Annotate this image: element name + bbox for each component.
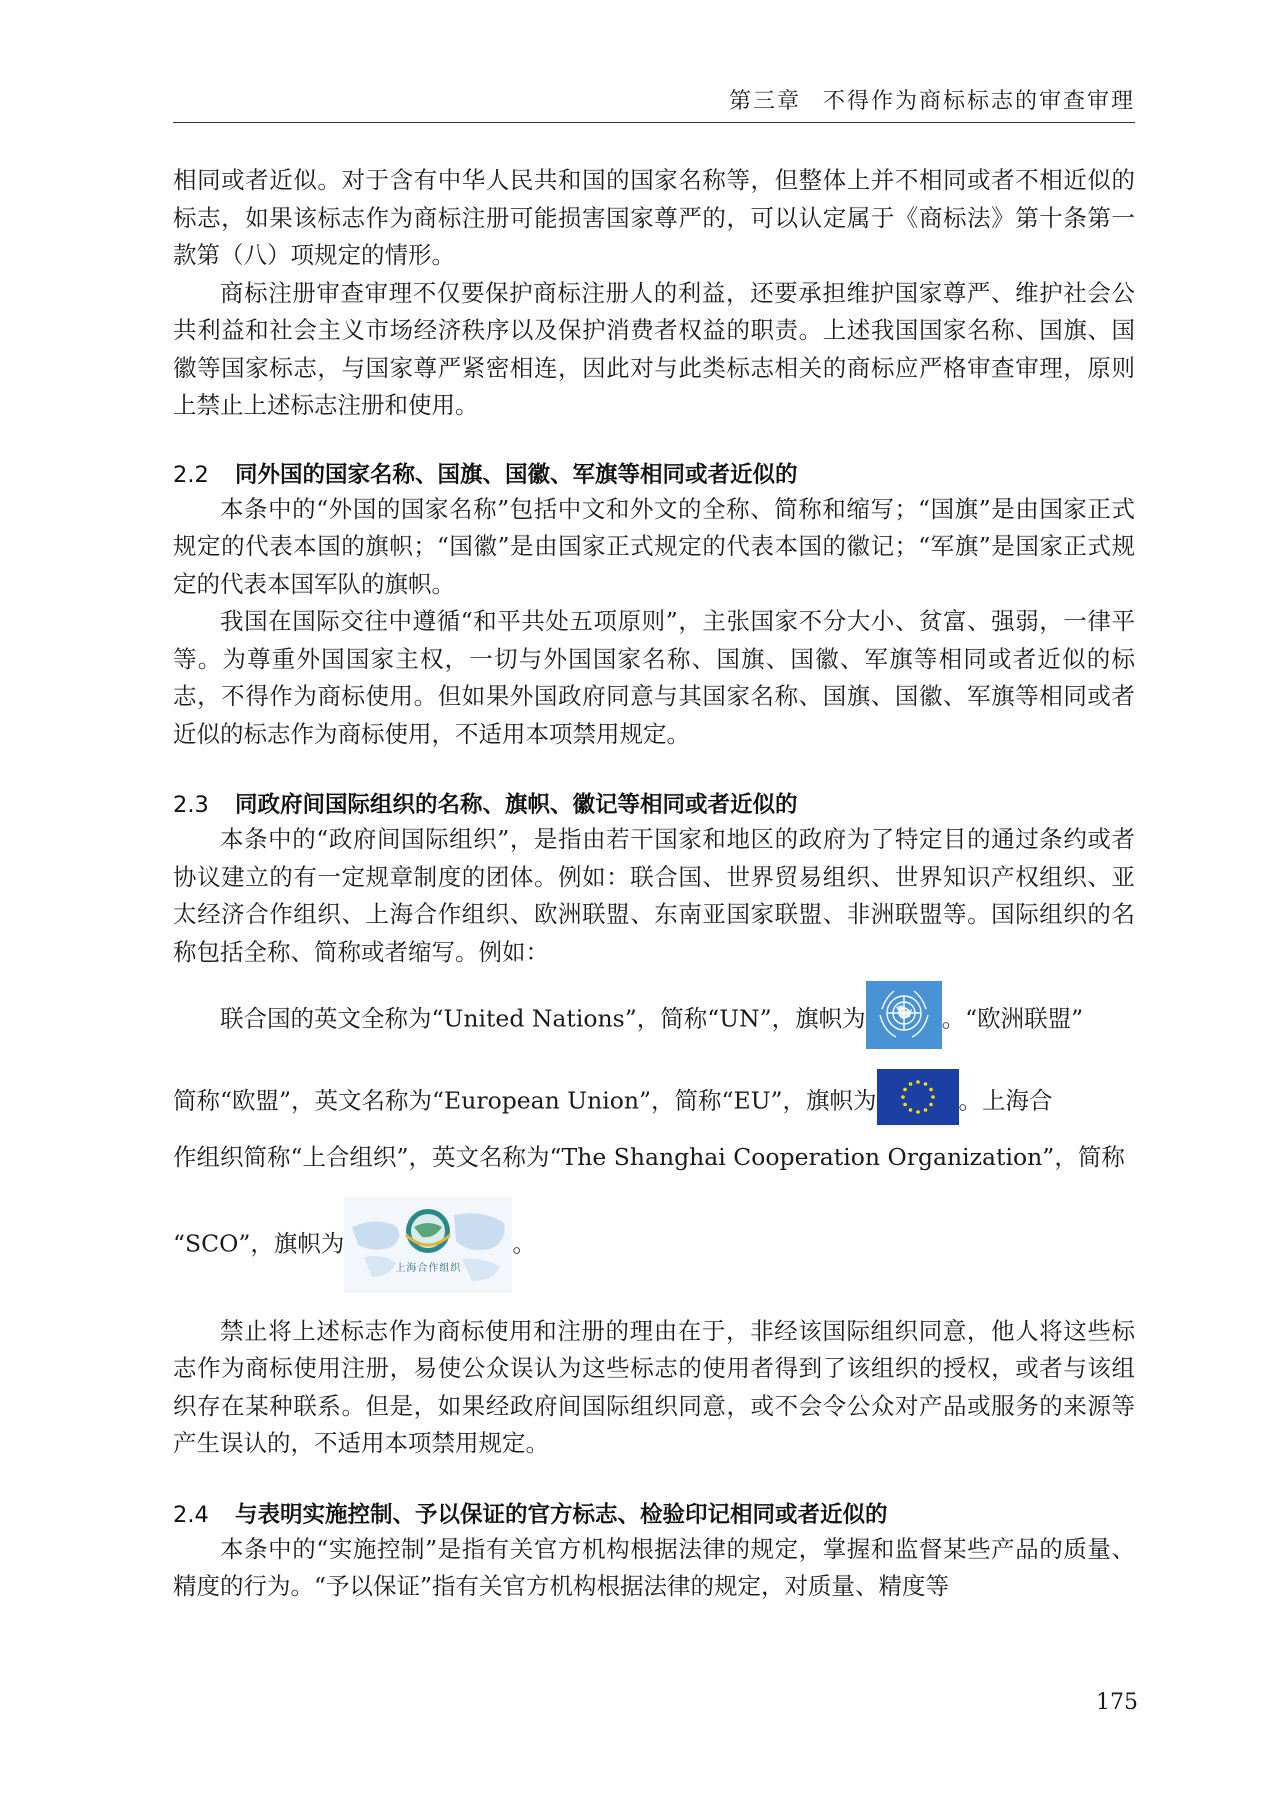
eu-text: 简称“欧盟”，英文名称为“European Union”，简称“EU”，旗帜为: [173, 1086, 877, 1115]
paragraph: 商标注册审查审理不仅要保护商标注册人的利益，还要承担维护国家尊严、维护社会公共利益和社会主义市场经济秩序以及保护消费者权益的职责。上述我国国家名称、国旗、国徽等国家标志，与国家尊严紧密相连，因此对与此类标志相关的商标应严格审查审理，原则上禁止上述标志注册和使用。: [173, 278, 1135, 419]
section-number: 2.3: [173, 792, 209, 818]
sco-text: “SCO”，旗帜为: [173, 1229, 345, 1257]
section-title: 与表明实施控制、予以保证的官方标志、检验印记相同或者近似的: [235, 1501, 888, 1528]
paragraph: 本条中的“外国的国家名称”包括中文和外文的全称、简称和缩写；“国旗”是由国家正式规定的代表本国的旗帜；“国徽”是由国家正式规定的代表本国的徽记；“军旗”是国家正式规定的代表本国军队的旗帜。: [173, 494, 1135, 598]
section-heading-2-2: [173, 459, 1135, 491]
sco-flag-image: [344, 1197, 512, 1293]
paragraph-continued: 相同或者近似。对于含有中华人民共和国的国家名称等，但整体上并不相同或者不相近似的标志，如果该标志作为商标注册可能损害国家尊严的，可以认定属于《商标法》第十条第一款第（八）项规定的情形。: [173, 166, 1135, 269]
paragraph: 禁止将上述标志作为商标使用和注册的理由在于，非经该国际组织同意，他人将这些标志作为商标使用注册，易使公众误认为这些标志的使用者得到了该组织的授权，或者与该组织存在某种联系。但是，如果经政府间国际组织同意，或不会令公众对产品或服务的来源等产生误认的，不适用本项禁用规定。: [173, 1316, 1135, 1457]
paragraph: 本条中的“政府间国际组织”，是指由若干国家和地区的政府为了特定目的通过条约或者协议建立的有一定规章制度的团体。例如：联合国、世界贸易组织、世界知识产权组织、亚太经济合作组织、上海合作组织、欧洲联盟、东南亚国家联盟、非洲联盟等。国际组织的名称包括全称、简称或者缩写。例如：: [173, 825, 1135, 966]
paragraph: 本条中的“实施控制”是指有关官方机构根据法律的规定，掌握和监督某些产品的质量、精度的行为。“予以保证”指有关官方机构根据法律的规定，对质量、精度等: [173, 1534, 1135, 1600]
sco-flag-caption: 上海合作组织: [395, 1262, 462, 1274]
sco-name-line: 作组织简称“上合组织”，英文名称为“The Shanghai Cooperation Organization”，简称: [173, 1143, 1125, 1171]
un-text-tail: 。“欧洲联盟”: [941, 1004, 1084, 1033]
page-number: 175: [1096, 1690, 1138, 1715]
section-title: 同外国的国家名称、国旗、国徽、军旗等相同或者近似的: [235, 461, 798, 488]
eu-flag-line: [173, 1079, 1135, 1125]
paragraph: 我国在国际交往中遵循“和平共处五项原则”，主张国家不分大小、贫富、强弱，一律平等。为尊重外国国家主权，一切与外国国家名称、国旗、国徽、军旗等相同或者近似的标志，不得作为商标使用。但如果外国政府同意与其国家名称、国旗、国徽、军旗等相同或者近似的标志作为商标使用，不适用本项禁用规定。: [173, 607, 1135, 748]
header-rule: [173, 122, 1135, 123]
eu-flag-image: [877, 1069, 959, 1125]
section-title: 同政府间国际组织的名称、旗帜、徽记等相同或者近似的: [235, 792, 798, 818]
chapter-label: 第三章: [728, 89, 801, 114]
un-flag-image: [866, 981, 942, 1049]
un-text: 联合国的英文全称为“United Nations”，简称“UN”，旗帜为: [220, 1004, 866, 1033]
chapter-title: 不得作为商标标志的审查审理: [822, 89, 1135, 114]
section-heading-2-3: [173, 789, 1135, 821]
eu-text-tail: 。上海合: [958, 1086, 1053, 1115]
sco-text-tail: 。: [512, 1229, 536, 1257]
section-heading-2-4: [173, 1499, 1135, 1531]
body-text: [173, 162, 1135, 1606]
running-header: [173, 84, 1135, 115]
un-flag-line: [173, 991, 1135, 1049]
section-number: 2.4: [173, 1501, 209, 1528]
section-number: 2.2: [173, 461, 209, 488]
sco-flag-line: [173, 1197, 1135, 1293]
